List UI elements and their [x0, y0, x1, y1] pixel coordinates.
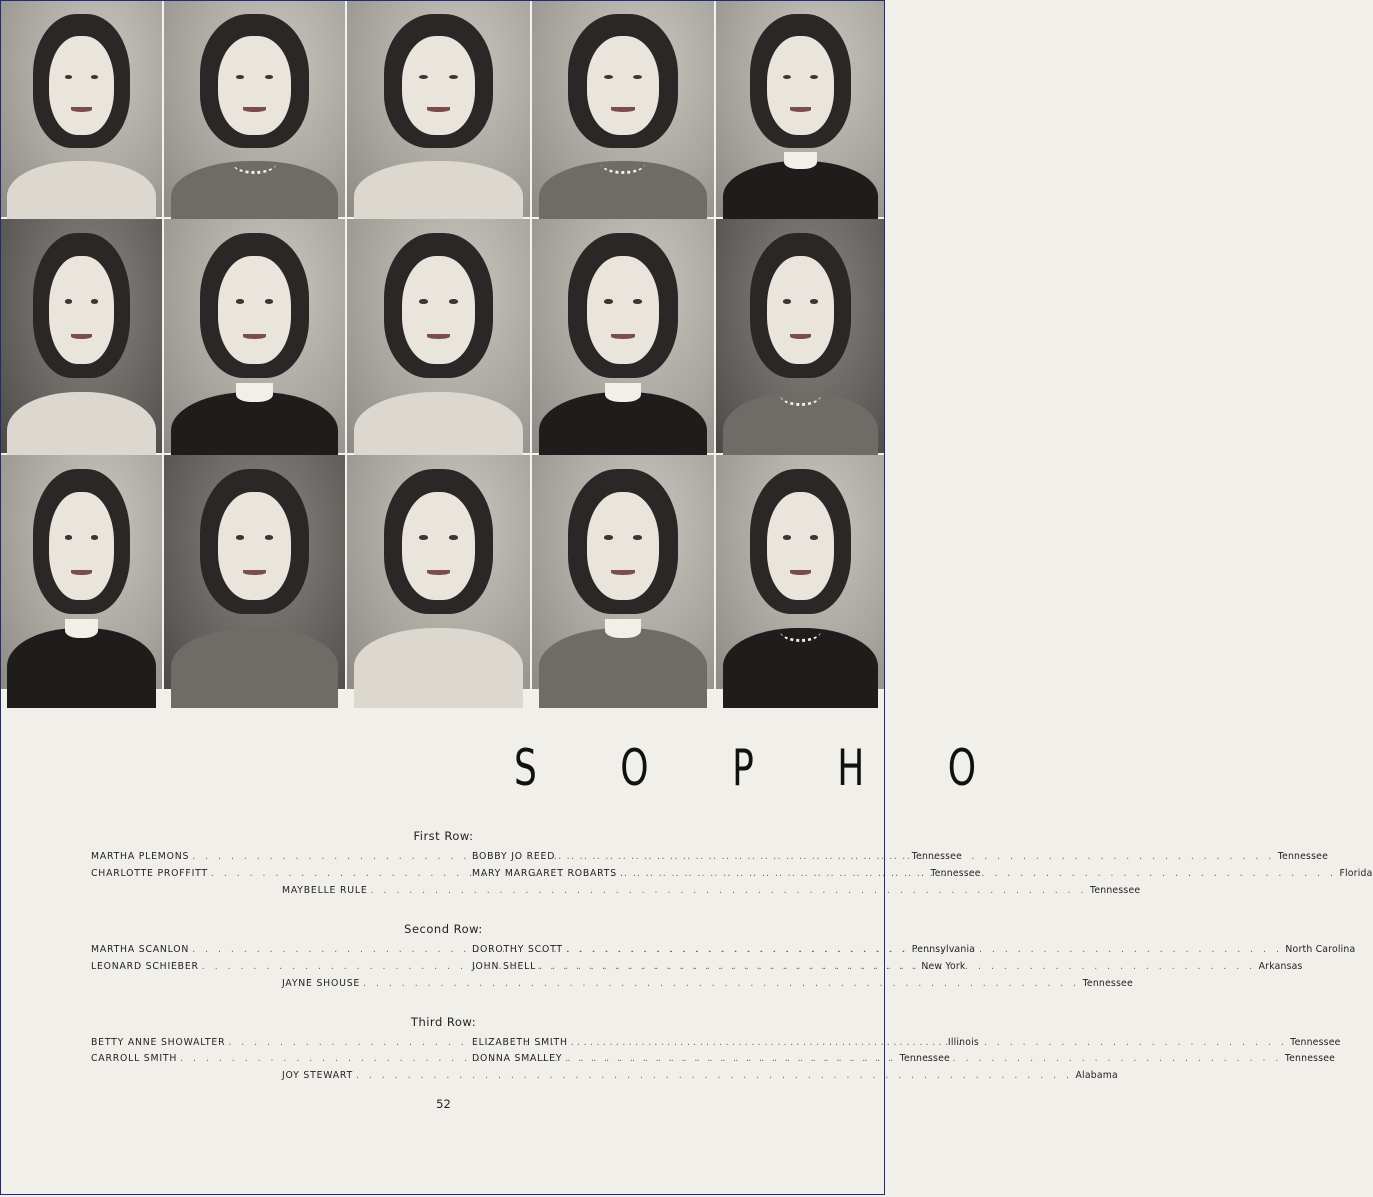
portrait-mouth	[243, 334, 266, 339]
student-portrait	[347, 219, 530, 453]
portrait-mouth	[243, 570, 266, 575]
portrait-pearls	[780, 384, 821, 406]
portrait-eye	[236, 75, 245, 79]
portrait-mouth	[427, 107, 450, 112]
portrait-mouth	[611, 570, 634, 575]
student-state: New York	[921, 961, 966, 972]
student-portrait	[347, 455, 530, 689]
student-portrait	[532, 219, 714, 453]
portrait-face	[767, 256, 835, 364]
student-portrait	[164, 455, 345, 689]
portrait-attire	[539, 628, 706, 708]
student-state: Tennessee	[930, 868, 981, 879]
student-state: Illinois	[947, 1037, 979, 1048]
portrait-mouth	[71, 570, 92, 575]
portrait-collar	[236, 383, 272, 402]
portrait-eye	[265, 75, 274, 79]
student-name: CARROLL SMITH	[91, 1053, 178, 1064]
portrait-eye	[419, 299, 428, 303]
portrait-pearls	[233, 154, 276, 174]
student-state: Tennessee	[1090, 885, 1141, 896]
student-name: JAYNE SHOUSE	[282, 978, 361, 989]
portrait-eye	[91, 299, 99, 303]
student-portrait	[1, 455, 162, 689]
student-state: Tennessee	[1082, 978, 1133, 989]
student-name: MARTHA PLEMONS	[91, 851, 190, 862]
student-state: Arkansas	[1258, 961, 1303, 972]
portrait-eye	[810, 75, 818, 79]
student-portrait	[532, 455, 714, 689]
portrait-eye	[91, 535, 99, 539]
caption-entry	[472, 851, 1328, 862]
portrait-attire	[354, 628, 522, 708]
student-portrait	[164, 1, 345, 217]
portrait-mouth	[427, 334, 450, 339]
caption-entry	[282, 978, 1133, 989]
portrait-collar	[605, 383, 641, 402]
student-name: CHARLOTTE PROFFITT	[91, 868, 208, 879]
portrait-eye	[65, 75, 73, 79]
portrait-mouth	[427, 570, 450, 575]
portrait-eye	[783, 535, 791, 539]
portrait-eye	[419, 535, 428, 539]
portrait-attire	[171, 628, 338, 708]
portrait-eye	[783, 75, 791, 79]
portrait-face	[587, 256, 660, 364]
student-name: MARTHA SCANLON	[91, 944, 190, 955]
portrait-face	[767, 492, 835, 600]
portrait-face	[49, 492, 113, 600]
student-portrait	[1, 219, 162, 453]
student-portrait	[347, 1, 530, 217]
student-portrait	[164, 219, 345, 453]
portrait-eye	[633, 299, 642, 303]
portrait-eye	[236, 535, 245, 539]
student-name: DONNA SMALLEY	[472, 1053, 563, 1064]
portrait-eye	[604, 535, 613, 539]
student-state: Tennessee	[1277, 851, 1328, 862]
portrait-mouth	[611, 107, 634, 112]
portrait-face	[402, 256, 475, 364]
portrait-eye	[91, 75, 99, 79]
student-name: DOROTHY SCOTT	[472, 944, 563, 955]
student-state: Alabama	[1075, 1070, 1118, 1081]
portrait-eye	[65, 299, 73, 303]
caption-entry	[282, 1070, 1118, 1081]
portrait-face	[49, 256, 113, 364]
portrait-face	[767, 36, 835, 135]
portrait-attire	[7, 628, 155, 708]
portrait-eye	[604, 75, 613, 79]
student-portrait	[532, 1, 714, 217]
student-name: BETTY ANNE SHOWALTER	[91, 1037, 226, 1048]
portrait-collar	[65, 619, 97, 638]
portrait-eye	[810, 299, 818, 303]
row-title-third: Third Row:	[410, 1015, 477, 1029]
portrait-collar	[605, 619, 641, 638]
student-name: JOHN SHELL	[472, 961, 537, 972]
student-portrait	[716, 219, 885, 453]
student-portrait	[1, 1, 162, 217]
student-state: Tennessee	[1290, 1037, 1341, 1048]
student-state: Tennessee	[911, 851, 962, 862]
portrait-mouth	[790, 334, 812, 339]
portrait-mouth	[71, 107, 92, 112]
portrait-face	[587, 36, 660, 135]
student-name: MAYBELLE RULE	[282, 885, 368, 896]
student-name: ELIZABETH SMITH	[472, 1037, 568, 1048]
portrait-eye	[810, 535, 818, 539]
student-name: BOBBY JO REED	[472, 851, 556, 862]
portrait-mouth	[71, 334, 92, 339]
portrait-eye	[449, 535, 458, 539]
portrait-collar	[784, 152, 818, 169]
portrait-face	[402, 36, 475, 135]
portrait-mouth	[790, 570, 812, 575]
portrait-pearls	[780, 620, 821, 642]
portrait-eye	[604, 299, 613, 303]
row-title-first: First Row:	[413, 829, 474, 843]
portrait-mouth	[611, 334, 634, 339]
row-title-second: Second Row:	[404, 922, 483, 936]
portrait-eye	[265, 299, 274, 303]
caption-entry	[282, 885, 1141, 896]
portrait-mouth	[243, 107, 266, 112]
portrait-eye	[265, 535, 274, 539]
page-heading: S O P H O	[514, 739, 1013, 797]
page-number: 52	[436, 1097, 451, 1111]
caption-entry	[472, 1053, 1336, 1064]
student-portrait	[716, 455, 885, 689]
portrait-grid	[1, 1, 885, 691]
portrait-eye	[633, 535, 642, 539]
portrait-face	[218, 492, 290, 600]
student-state: Tennessee	[899, 1053, 950, 1064]
student-state: North Carolina	[1285, 944, 1356, 955]
portrait-eye	[236, 299, 245, 303]
student-state: Pennsylvania	[911, 944, 976, 955]
student-state: Florida	[1339, 868, 1373, 879]
portrait-eye	[783, 299, 791, 303]
portrait-eye	[419, 75, 428, 79]
student-state: Tennessee	[1284, 1053, 1336, 1064]
portrait-face	[402, 492, 475, 600]
student-portrait	[716, 1, 885, 217]
student-name: JOY STEWART	[282, 1070, 353, 1081]
portrait-face	[218, 256, 290, 364]
student-name: LEONARD SCHIEBER	[91, 961, 199, 972]
portrait-face	[218, 36, 290, 135]
portrait-face	[587, 492, 660, 600]
portrait-eye	[633, 75, 642, 79]
portrait-eye	[449, 75, 458, 79]
student-name: MARY MARGARET ROBARTS	[472, 868, 617, 879]
portrait-mouth	[790, 107, 812, 112]
portrait-eye	[65, 535, 73, 539]
portrait-face	[49, 36, 113, 135]
portrait-eye	[449, 299, 458, 303]
portrait-pearls	[601, 154, 645, 174]
